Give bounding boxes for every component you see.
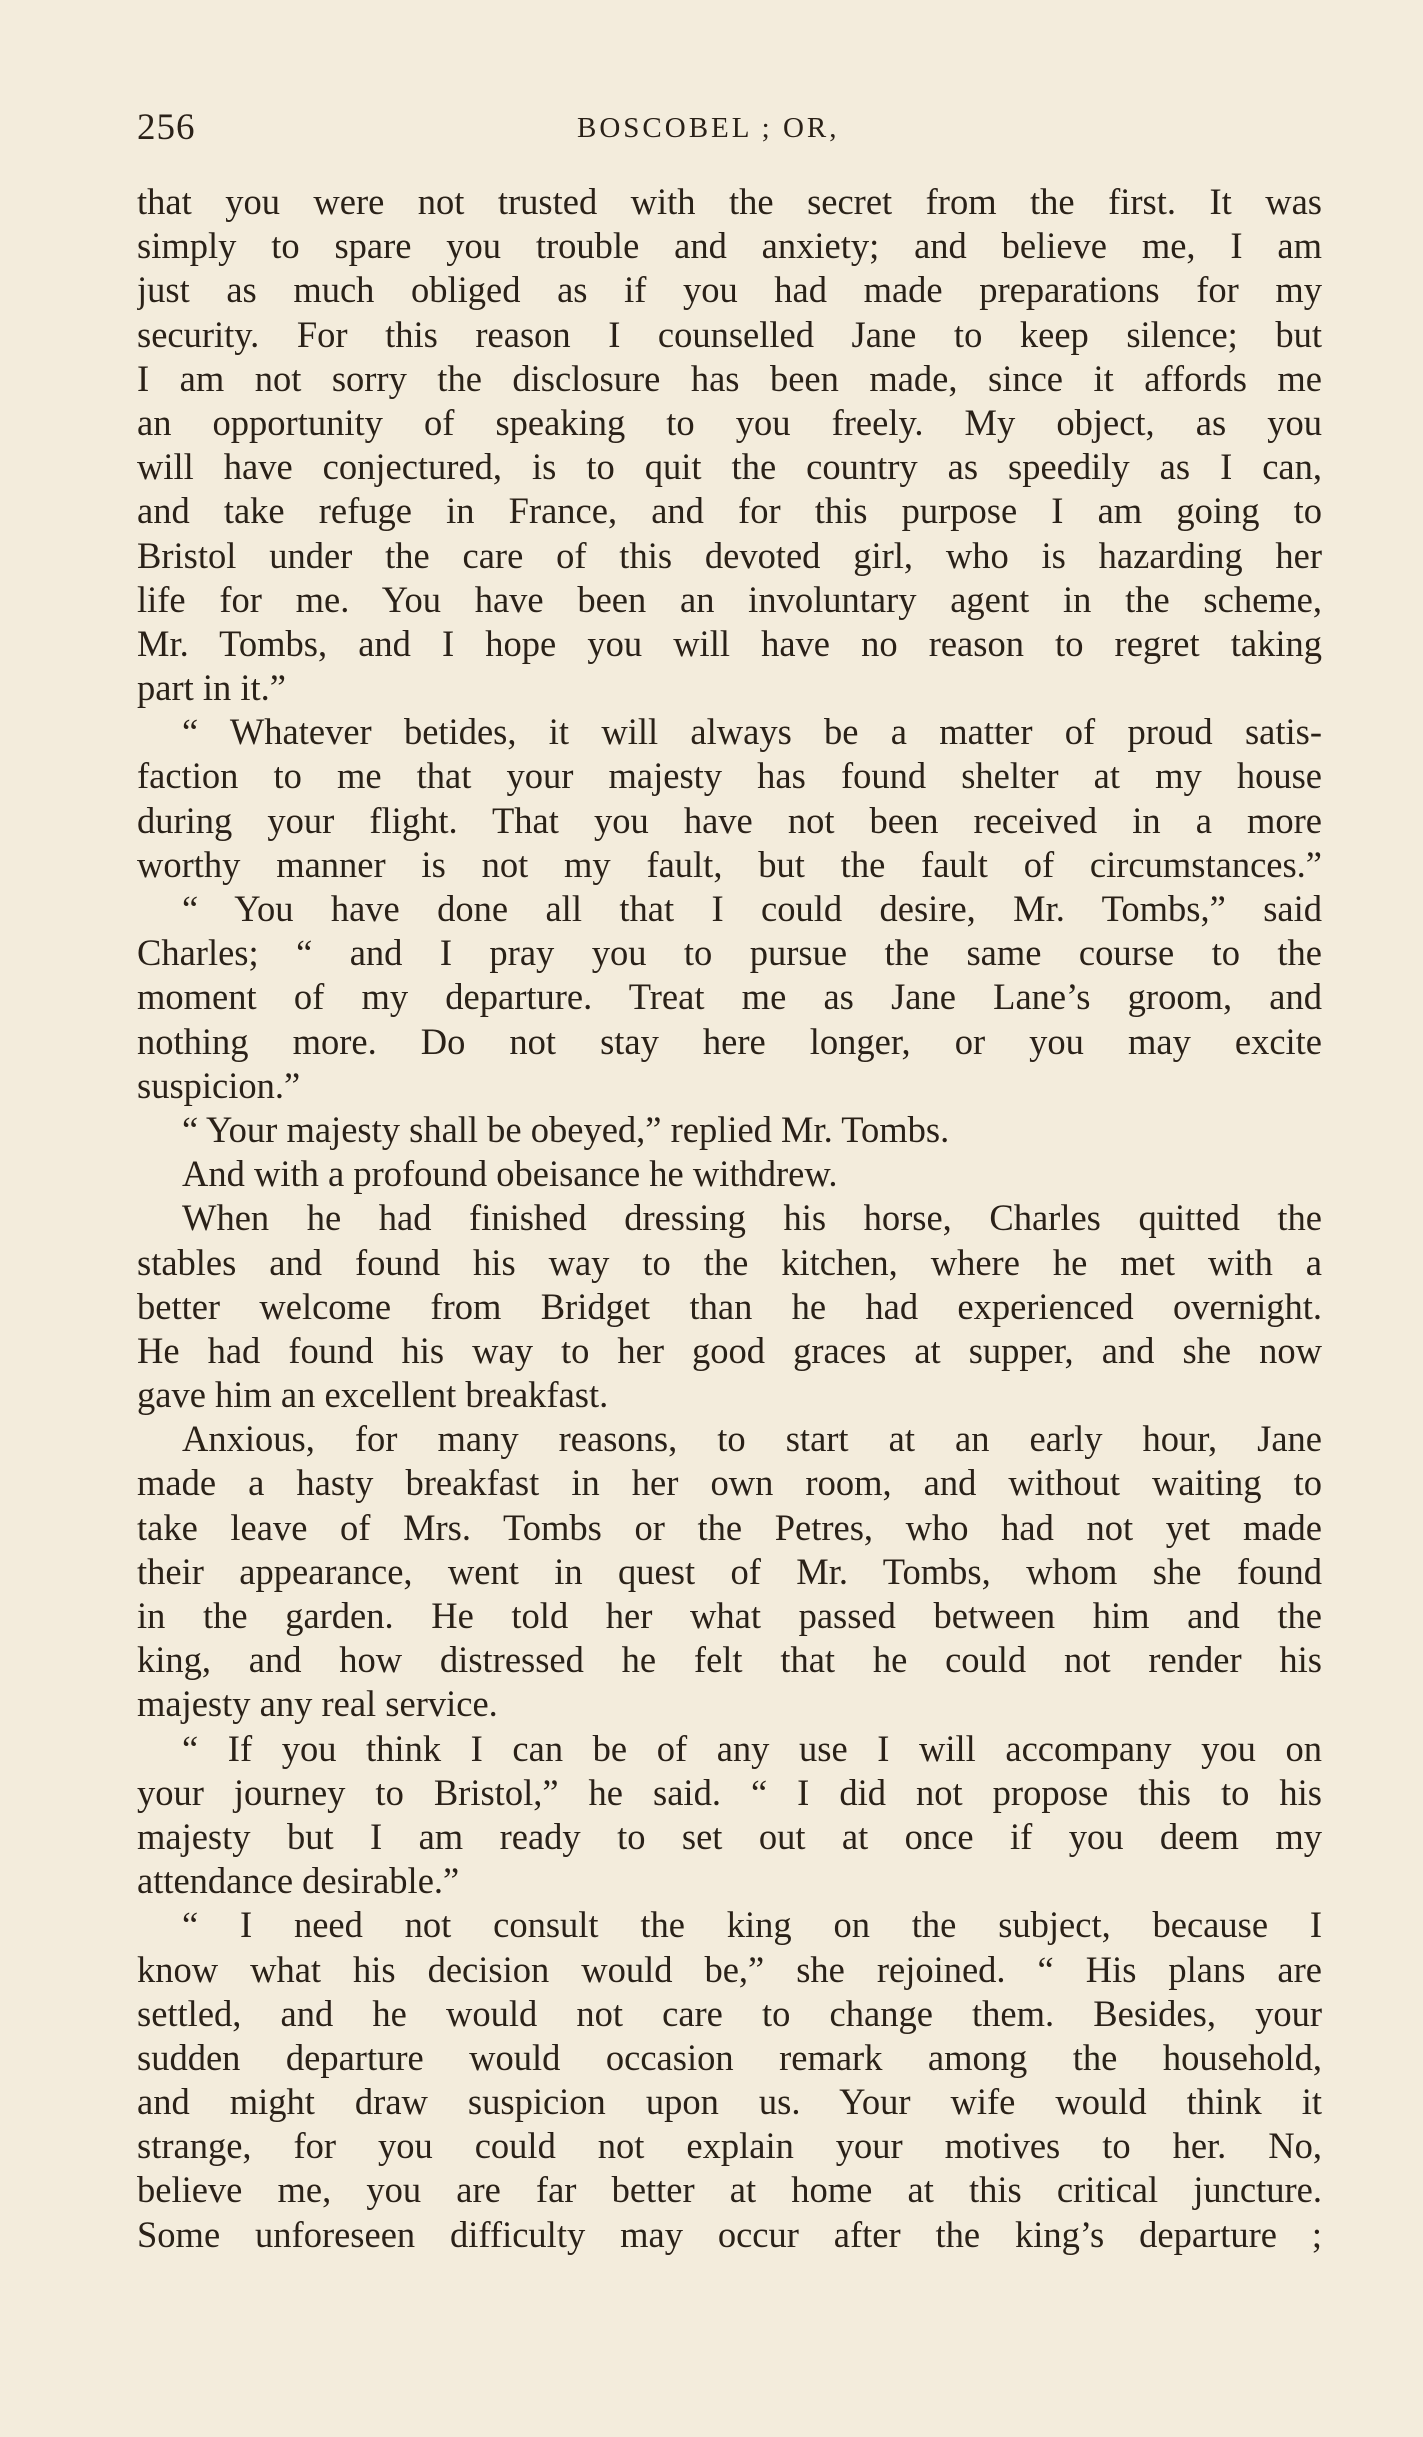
text-line: security. For this reason I counselled Jane to keep silence; but: [137, 313, 1322, 355]
text-line: attendance desirable.”: [137, 1860, 460, 1902]
text-line: part in it.”: [137, 667, 286, 709]
text-line: will have conjectured, is to quit the country as speedily as I can,: [137, 446, 1322, 488]
text-line: “ I need not consult the king on the subject, because I: [182, 1904, 1322, 1946]
text-line: gave him an excellent breakfast.: [137, 1374, 609, 1416]
text-line: I am not sorry the disclosure has been made, since it affords me: [137, 357, 1322, 399]
text-line: worthy manner is not my fault, but the fault of circumstances.”: [137, 843, 1322, 885]
text-line: your journey to Bristol,” he said. “ I did not propose this to his: [137, 1771, 1322, 1813]
text-line: sudden departure would occasion remark among the household,: [137, 2036, 1322, 2078]
text-line: Mr. Tombs, and I hope you will have no reason to regret taking: [137, 622, 1322, 664]
text-line: that you were not trusted with the secret from the first. It was: [137, 181, 1322, 222]
text-line: better welcome from Bridget than he had experienced overnight.: [137, 1285, 1322, 1327]
text-line: Charles; “ and I pray you to pursue the same course to the: [137, 932, 1322, 974]
text-line: during your flight. That you have not been received in a more: [137, 799, 1322, 841]
text-line: When he had finished dressing his horse, Charles quitted the: [182, 1197, 1322, 1239]
text-line: And with a profound obeisance he withdrew.: [182, 1153, 838, 1195]
text-line: “ If you think I can be of any use I will accompany you on: [182, 1727, 1322, 1769]
running-head: BOSCOBEL ; OR,: [577, 112, 840, 144]
text-line: “ Your majesty shall be obeyed,” replied Mr. Tombs.: [182, 1108, 950, 1150]
text-line: Some unforeseen difficulty may occur after the king’s departure ;: [137, 2213, 1322, 2255]
text-line: moment of my departure. Treat me as Jane Lane’s groom, and: [137, 976, 1322, 1018]
text-line: and might draw suspicion upon us. Your wife would think it: [137, 2081, 1322, 2123]
text-line: in the garden. He told her what passed between him and the: [137, 1595, 1322, 1636]
text-line: suspicion.”: [137, 1064, 301, 1106]
text-line: nothing more. Do not stay here longer, or you may excite: [137, 1020, 1322, 1062]
text-line: take leave of Mrs. Tombs or the Petres, who had not yet made: [137, 1506, 1322, 1548]
text-line: king, and how distressed he felt that he could not render his: [137, 1639, 1322, 1681]
text-line: and take refuge in France, and for this purpose I am going to: [137, 490, 1322, 532]
text-line: He had found his way to her good graces at supper, and she now: [137, 1329, 1322, 1371]
text-line: strange, for you could not explain your motives to her. No,: [137, 2125, 1322, 2167]
text-line: “ You have done all that I could desire, Mr. Tombs,” said: [182, 888, 1322, 929]
text-line: Anxious, for many reasons, to start at an early hour, Jane: [182, 1418, 1322, 1460]
text-line: Bristol under the care of this devoted girl, who is hazarding her: [137, 534, 1322, 576]
text-line: believe me, you are far better at home at this critical juncture.: [137, 2169, 1322, 2211]
text-line: simply to spare you trouble and anxiety; and believe me, I am: [137, 225, 1322, 267]
text-line: their appearance, went in quest of Mr. Tombs, whom she found: [137, 1550, 1322, 1592]
text-line: majesty any real service.: [137, 1683, 498, 1725]
text-line: an opportunity of speaking to you freely. My object, as you: [137, 401, 1322, 443]
page-header: [137, 106, 1322, 156]
text-line: know what his decision would be,” she rejoined. “ His plans are: [137, 1948, 1322, 1990]
page-number: 256: [137, 107, 196, 148]
text-line: majesty but I am ready to set out at once if you deem my: [137, 1815, 1322, 1857]
text-line: made a hasty breakfast in her own room, and without waiting to: [137, 1462, 1322, 1504]
body-text: [137, 180, 1322, 2257]
text-line: faction to me that your majesty has found shelter at my house: [137, 755, 1322, 797]
text-line: just as much obliged as if you had made preparations for my: [137, 269, 1322, 311]
text-line: “ Whatever betides, it will always be a matter of proud satis-: [182, 711, 1322, 753]
text-line: stables and found his way to the kitchen, where he met with a: [137, 1241, 1322, 1283]
text-line: life for me. You have been an involuntary agent in the scheme,: [137, 578, 1322, 620]
text-line: settled, and he would not care to change them. Besides, your: [137, 1992, 1322, 2034]
